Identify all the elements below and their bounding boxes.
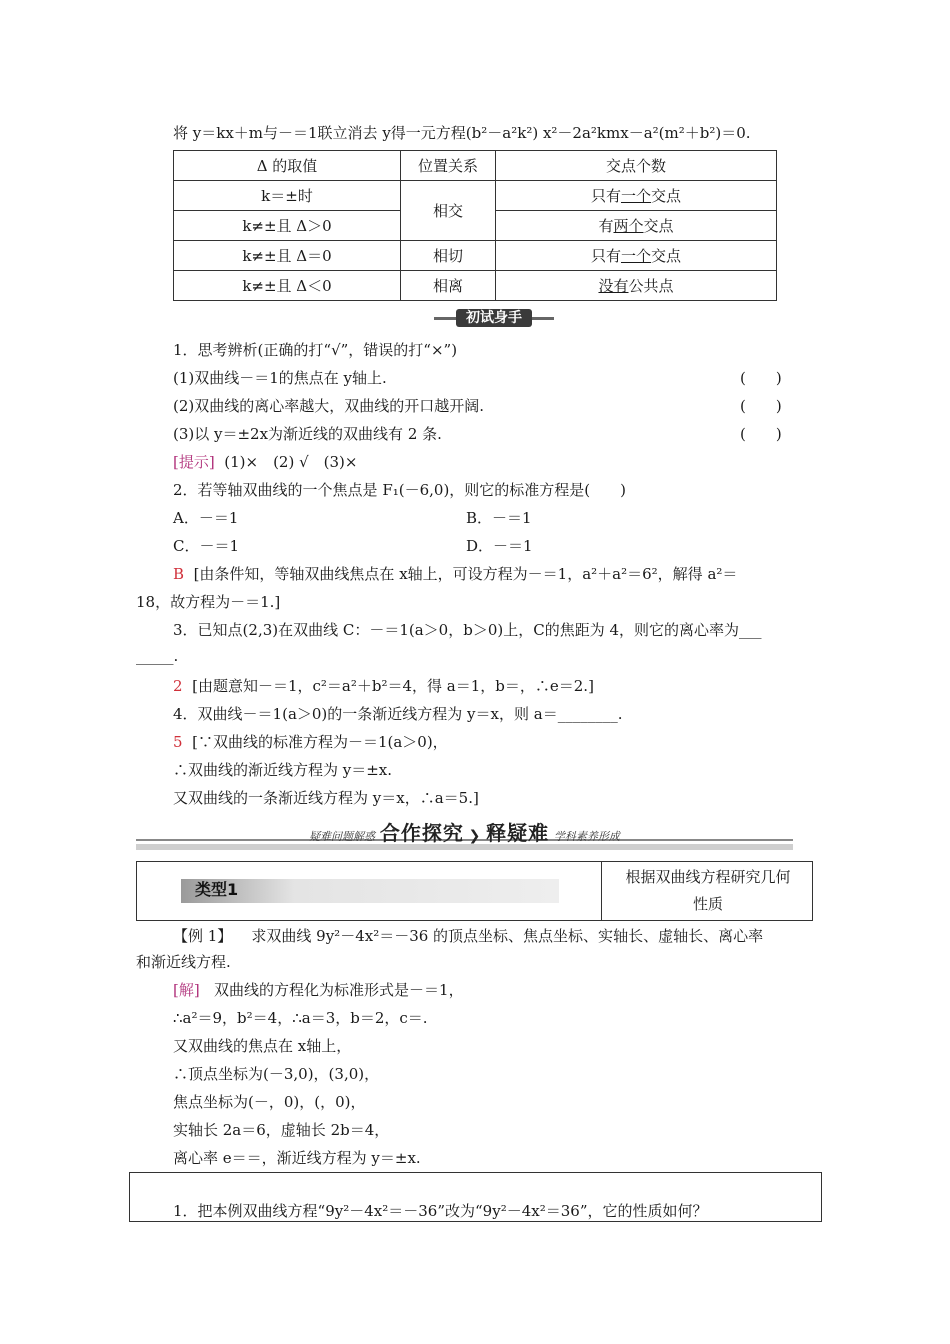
type-box [136, 861, 813, 921]
hint-text: (1)× (2) √ (3)× [224, 453, 358, 471]
solution-line: 实轴长 2a＝6，虚轴长 2b＝4， [173, 1121, 390, 1139]
q1-item: (3)以 y＝±2x为渐近线的双曲线有 2 条. [173, 425, 442, 443]
table-header: 交点个数 [496, 151, 777, 181]
q3-stem-cont: _____. [136, 647, 179, 665]
q2-stem: 2．若等轴双曲线的一个焦点是 F₁(－6,0)，则它的标准方程是( ) [173, 481, 626, 499]
section-banner-cooperate [136, 815, 793, 853]
q1-item: (2)双曲线的离心率越大，双曲线的开口越开阔. [173, 397, 485, 415]
table-cell: 没有公共点 [496, 271, 777, 301]
table-cell: 相交 [401, 181, 496, 241]
q2-option-b: B．－＝1 [466, 509, 532, 527]
q1-stem: 1．思考辨析(正确的打“√”，错误的打“×”) [173, 341, 458, 359]
solution-line: 焦点坐标为(－，0)，(，0)， [173, 1093, 366, 1111]
type-tag: 类型1 [195, 880, 239, 899]
table-cell: k＝±时 [174, 181, 401, 211]
answer-value: 5 [173, 733, 183, 751]
answer-paren: ( ) [740, 425, 782, 443]
type-title: 根据双曲线方程研究几何 性质 [625, 868, 791, 913]
practice-question: 1．把本例双曲线方程“9y²－4x²＝－36”改为“9y²－4x²＝36”，它的性质如何？ [173, 1202, 708, 1220]
section-banner-trial: 初试身手 [432, 309, 556, 327]
intersection-table [173, 150, 777, 301]
q1-item: (1)双曲线－＝1的焦点在 y轴上. [173, 369, 387, 387]
table-cell: 只有一个交点 [496, 241, 777, 271]
q4-explanation-line: 又双曲线的一条渐近线方程为 y＝x，∴a＝5.] [173, 789, 479, 807]
q3-stem: 3．已知点(2,3)在双曲线 C：－＝1(a＞0，b＞0)上，C的焦距为 4，则它的离心率为___ [173, 621, 762, 639]
q2-explanation: B [由条件知，等轴双曲线焦点在 x轴上，可设方程为－＝1，a²＋a²＝6²，解得 a²＝ [173, 565, 738, 583]
solution-line: [解] 双曲线的方程化为标准形式是－＝1， [173, 981, 464, 999]
q3-explanation: 2 [由题意知－＝1，c²＝a²＋b²＝4，得 a＝1，b＝，∴e＝2.] [173, 677, 594, 695]
banner-left-text: 疑难问题解惑 [309, 830, 376, 843]
table-cell: 有两个交点 [496, 211, 777, 241]
table-cell: k≠±且 Δ＝0 [174, 241, 401, 271]
table-cell: k≠±且 Δ＞0 [174, 211, 401, 241]
solution-tag: [解] [173, 981, 200, 999]
q1-hint [173, 451, 357, 472]
q4-explanation: 5 [∵双曲线的标准方程为－＝1(a＞0)， [173, 733, 448, 751]
answer-value: 2 [173, 677, 183, 695]
q4-explanation-line: ∴双曲线的渐近线方程为 y＝±x. [173, 761, 393, 779]
q2-option-c: C．－＝1 [173, 537, 240, 555]
table-cell: 相离 [401, 271, 496, 301]
answer-paren: ( ) [740, 369, 782, 387]
solution-line: 又双曲线的焦点在 x轴上， [173, 1037, 352, 1055]
table-cell: 相切 [401, 241, 496, 271]
solution-line: ∴顶点坐标为(－3,0)，(3,0)， [173, 1065, 380, 1083]
table-header: Δ 的取值 [174, 151, 401, 181]
q2-option-d: D．－＝1 [466, 537, 533, 555]
q4-stem: 4．双曲线－＝1(a＞0)的一条渐近线方程为 y＝x，则 a＝________. [173, 705, 623, 723]
q2-explanation-cont: 18，故方程为－＝1.] [136, 593, 281, 611]
banner-right-text: 学科素养形成 [553, 830, 620, 843]
intro-line: 将 y＝kx＋m与－＝1联立消去 y得一元方程(b²－a²k²) x²－2a²kmx－a²(m²＋b²)＝0. [173, 124, 751, 142]
table-cell: 只有一个交点 [496, 181, 777, 211]
example-label: 【例 1】 [173, 927, 233, 945]
table-header: 位置关系 [401, 151, 496, 181]
answer-letter: B [173, 565, 185, 583]
example-stem-cont: 和渐近线方程. [136, 953, 231, 971]
table-cell: k≠±且 Δ＜0 [174, 271, 401, 301]
solution-line: 离心率 e＝＝，渐近线方程为 y＝±x. [173, 1149, 421, 1167]
banner-main-text: 合作探究 [379, 821, 464, 845]
answer-paren: ( ) [740, 397, 782, 415]
solution-line: ∴a²＝9，b²＝4，∴a＝3，b＝2，c＝. [173, 1009, 428, 1027]
chevron-right-icon: ❯ [468, 828, 482, 844]
banner-main-text: 释疑难 [486, 821, 550, 845]
q2-option-a: A．－＝1 [173, 509, 239, 527]
hint-tag: [提示] [173, 453, 215, 471]
example-stem: 【例 1】 求双曲线 9y²－4x²＝－36 的顶点坐标、焦点坐标、实轴长、虚轴长、离心率 [173, 927, 764, 945]
